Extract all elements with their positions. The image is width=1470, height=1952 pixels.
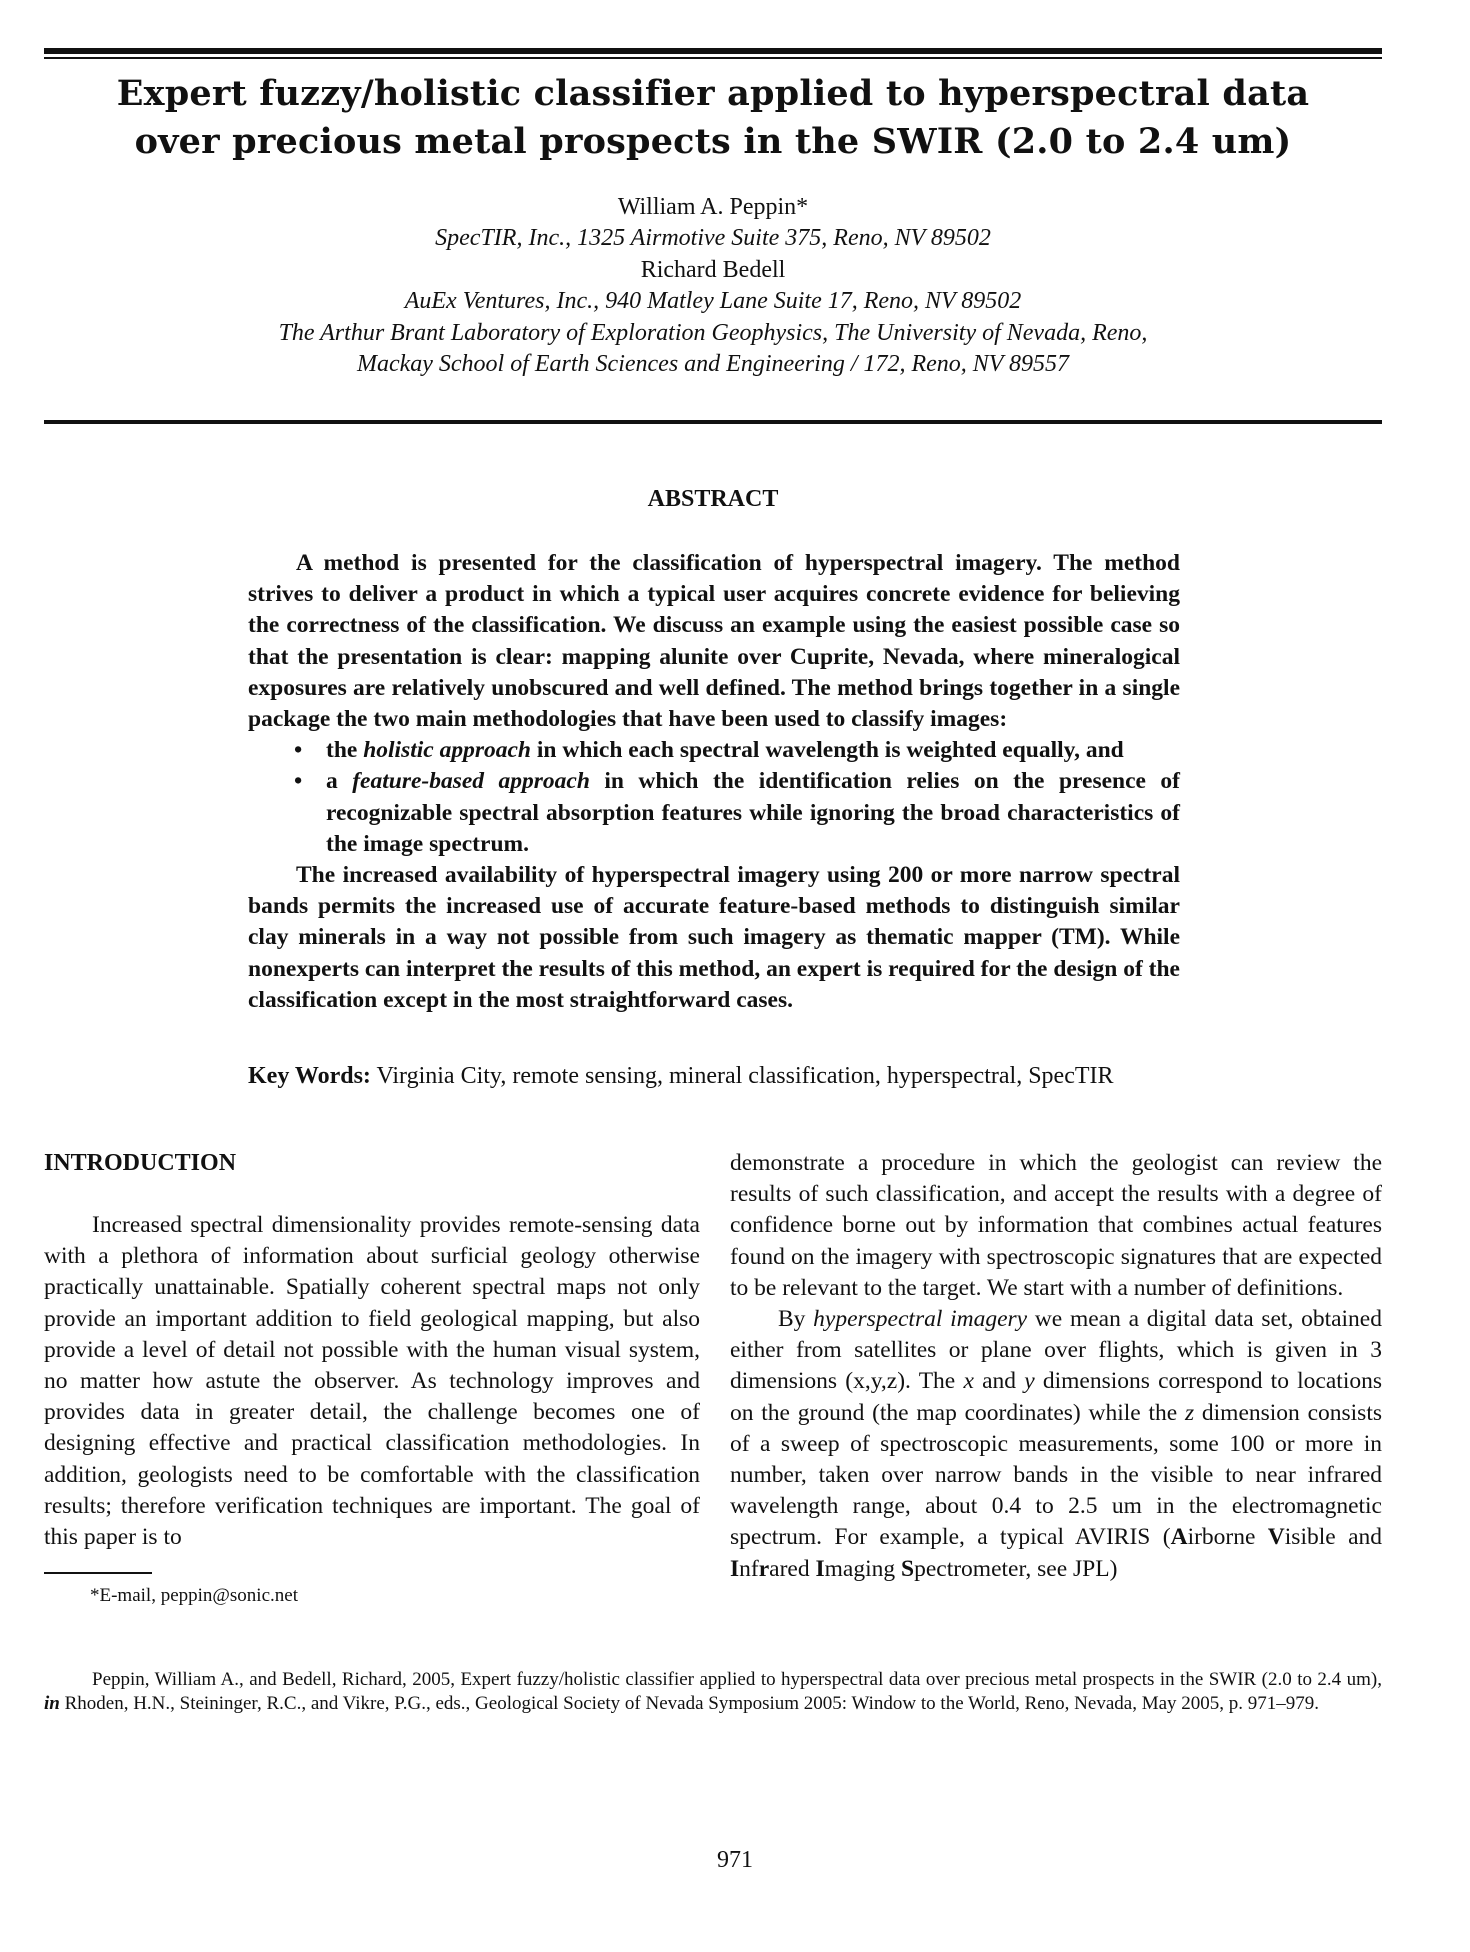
citation-block [44, 1668, 1382, 1715]
bullet-emphasis: feature-based approach [352, 768, 590, 795]
abstract-body [248, 548, 1180, 1016]
header-rule-thin [44, 57, 1382, 59]
bullet-dot: • [294, 737, 303, 764]
page-number: 971 [717, 1847, 753, 1873]
right-column [730, 1148, 1382, 1585]
bullet-text: in which each spectral wavelength is weighted equally, and [531, 737, 1124, 764]
abstract-bullet-item [248, 766, 1180, 860]
section-heading: INTRODUCTION [44, 1150, 237, 1176]
body-paragraph: demonstrate a procedure in which the geologist can review the results of such classification, and accept the results with a degree of confidence borne out by information that combines actual features found on the imagery with spectroscopic signatures that are expected to be relevant to the target. We start with a number of definitions. [730, 1150, 1382, 1301]
keywords [248, 1061, 1180, 1092]
abstract-paragraph: A method is presented for the classification of hyperspectral imagery. The method strives to deliver a product in which a typical user acquires concrete evidence for believing the correctness of the classification. We discuss an example using the easiest possible case so that the presentation is clear: mapping alunite over Cuprite, Nevada, where mineralogical exposures are relatively unobscured and well defined. The method brings together in a single package the two main methodologies that have been used to classify images: [248, 550, 1180, 733]
body-paragraph: Increased spectral dimensionality provides remote-sensing data with a plethora of information about surficial geology otherwise practically unattainable. Spatially coherent spectral maps not only provide an important addition to field geological mapping, but also provide a level of detail not possible with the human visual system, no matter how astute the observer. As technology improves and provides data in greater detail, the challenge becomes one of designing effective and practical classification methodologies. In addition, geologists need to be comfortable with the classification results; therefore verification techniques are important. The goal of this paper is to [44, 1212, 700, 1551]
section-rule [44, 420, 1382, 424]
abstract-heading: ABSTRACT [647, 486, 779, 512]
author-affiliation: Mackay School of Earth Sciences and Engineering / 172, Reno, NV 89557 [356, 351, 1070, 378]
author-block [44, 192, 1382, 380]
keywords-label: Key Words: [248, 1063, 371, 1089]
author-name: Richard Bedell [640, 256, 786, 283]
bullet-text: the [326, 737, 364, 764]
bullet-emphasis: holistic approach [363, 737, 531, 764]
bullet-dot: • [294, 768, 303, 795]
bullet-text: in which the identification relies on the presence of recognizable spectral absorption features while ignoring the broad characteristics of the image spectrum. [326, 768, 1180, 857]
paper-title [44, 70, 1382, 166]
author-affiliation: SpecTIR, Inc., 1325 Airmotive Suite 375, Reno, NV 89502 [435, 225, 991, 252]
abstract-bullet-item [248, 735, 1180, 766]
body-paragraph: By hyperspectral imagery we mean a digital data set, obtained either from satellites or plane over flights, which is given in 3 dimensions (x,y,z). The x and y dimensions correspond to locations on the ground (the map coordinates) while the z dimension consists of a sweep of spectroscopic measurements, some 100 or more in number, taken over narrow bands in the visible to near infrared wavelength range, about 0.4 to 2.5 um in the electromagnetic spectrum. For example, a typical AVIRIS (Airborne Visible and Infrared Imaging Spectrometer, see JPL) [730, 1306, 1382, 1582]
abstract-bullet-list [248, 735, 1180, 860]
author-name: William A. Peppin* [617, 194, 809, 220]
author-affiliation: AuEx Ventures, Inc., 940 Matley Lane Suite 17, Reno, NV 89502 [404, 288, 1022, 315]
title-line-1: Expert fuzzy/holistic classifier applied to hyperspectral data [116, 73, 1310, 114]
left-column [44, 1148, 700, 1553]
bullet-text: a [326, 768, 353, 795]
citation-text: Peppin, William A., and Bedell, Richard, 2005, Expert fuzzy/holistic classifier applied to hyperspectral data over precious metal prospects in the SWIR (2.0 to 2.4 um), in Rhoden, H.N., Steininger, R.C., and Vikre, P.G., eds., Geological Society of Nevada Symposium 2005: Window to the World, Reno, Nevada, May 2005, p. 971–979. [44, 1669, 1382, 1714]
footnote: *E-mail, peppin@sonic.net [90, 1585, 298, 1606]
keywords-text: Virginia City, remote sensing, mineral classification, hyperspectral, SpecTIR [370, 1063, 1114, 1089]
abstract-paragraph: The increased availability of hyperspectral imagery using 200 or more narrow spectral bands permits the increased use of accurate feature-based methods to distinguish similar clay minerals in a way not possible from such imagery as thematic mapper (TM). While nonexperts can interpret the results of this method, an expert is required for the design of the classification except in the most straightforward cases. [248, 862, 1180, 1013]
title-line-2: over precious metal prospects in the SWIR (2.0 to 2.4 um) [134, 121, 1292, 162]
footnote-rule [44, 1572, 152, 1574]
author-affiliation: The Arthur Brant Laboratory of Exploration Geophysics, The University of Nevada, Reno, [278, 319, 1148, 346]
header-rule-thick [44, 48, 1382, 54]
